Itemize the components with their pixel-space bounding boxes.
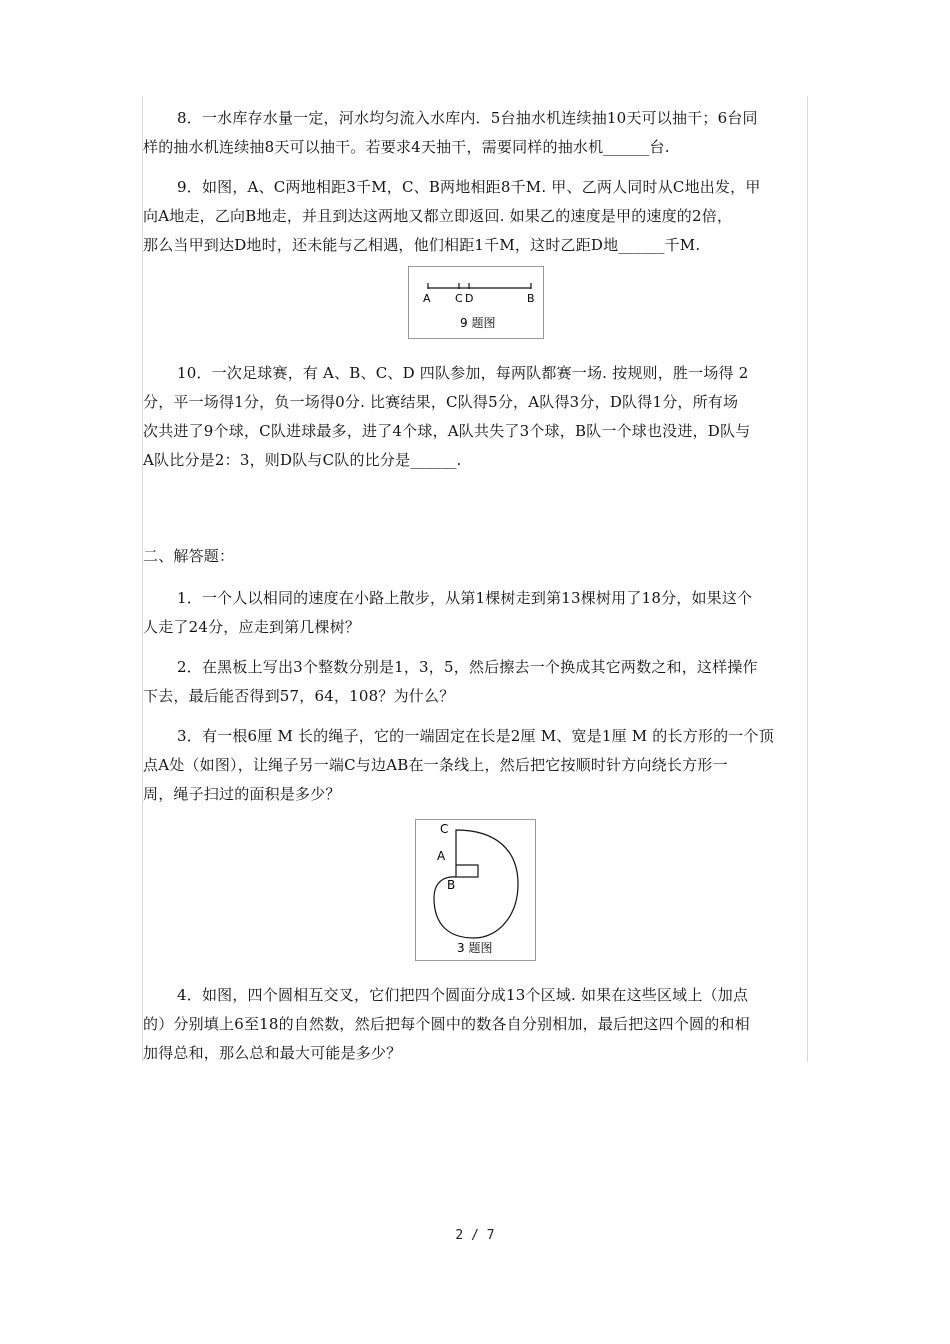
document-body (142, 96, 808, 1062)
problem-1-line-1: 1．一个人以相同的速度在小路上散步，从第1棵树走到第13棵树用了18分，如果这个 (177, 589, 753, 607)
figure-9-diagram (409, 267, 543, 338)
question-10-line-4-token: 队 (154, 451, 170, 469)
problem-4-line-3: 加得总和，那么总和最大可能是多少？ (143, 1044, 402, 1062)
question-10-line-4-token: ， (249, 451, 265, 469)
problem-3 (143, 722, 809, 809)
question-10-line-4-token: 3 (239, 451, 250, 469)
figure-3-caption: 3 题图 (457, 941, 493, 955)
figure-9-label-b: B (527, 292, 535, 305)
question-10-line-4-token: 队 (334, 451, 350, 469)
question-10-line-4-token: A (143, 451, 155, 469)
question-10 (143, 359, 809, 475)
figure-3-diagram (416, 820, 535, 960)
question-10-line-4-token: 比 (169, 451, 185, 469)
question-10-line-2: 分，平一场得1分，负一场得0分. 比赛结果，C队得5分，A队得3分，D队得1分，所有场 (143, 393, 739, 411)
question-9-line-3: 那么当甲到达D地时，还未能与乙相遇，他们相距1千M，这时乙距D地______千M. (143, 236, 701, 254)
question-10-line-4-token: _ (418, 451, 426, 469)
question-10-line-4-token: 分 (379, 451, 396, 469)
question-10-line-4-token: _ (425, 451, 434, 469)
problem-3-line-1: 3．有一根6厘 M 长的绳子，它的一端固定在长是2厘 M、宽是1厘 M 的长方形的一个顶 (177, 727, 774, 745)
problem-2-line-1: 2．在黑板上写出3个整数分别是1，3，5，然后擦去一个换成其它两数之和，这样操作 (177, 658, 758, 676)
section-2-heading (143, 542, 809, 571)
question-10-line-4-token: 则 (264, 451, 280, 469)
question-9-line-1: 9．如图，A、C两地相距3千M，C、B两地相距8千M. 甲、乙两人同时从C地出发，甲 (177, 178, 761, 196)
problem-2-line-2: 下去，最后能否得到57，64，108？为什么？ (143, 687, 455, 705)
question-10-line-4-token: . (456, 451, 462, 469)
problem-4-line-1: 4．如图，四个圆相互交叉，它们把四个圆面分成13个区域. 如果在这些区域上（加点 (177, 986, 749, 1004)
problem-3-line-3: 周，绳子扫过的面积是多少？ (143, 785, 341, 803)
question-10-line-4-token: D (279, 451, 293, 469)
figure-9 (408, 266, 544, 339)
question-10-line-1: 10．一次足球赛，有 A、B、C、D 四队参加，每两队都赛一场. 按规则，胜一场得 2 (177, 364, 749, 382)
question-8 (143, 104, 809, 162)
figure-3 (415, 819, 536, 961)
question-10-line-4-token: 分 (184, 451, 200, 469)
question-10-line-4-token: _ (441, 451, 449, 469)
figure-3-label-a: A (437, 849, 446, 863)
problem-3-line-2: 点A处（如图），让绳子另一端C与边AB在一条线上，然后把它按顺时针方向绕长方形一 (143, 756, 728, 774)
page-number: 2 / 7 (455, 1228, 495, 1243)
question-10-line-4-token: _ (410, 451, 419, 469)
problem-2 (143, 653, 809, 711)
figure-9-label-d: D (465, 292, 474, 305)
question-10-line-4-token: 的 (349, 451, 365, 469)
question-9-line-2: 向A地走，乙向B地走，并且到达这两地又都立即返回. 如果乙的速度是甲的速度的2倍， (143, 207, 733, 225)
question-10-line-4-token: 比 (364, 451, 380, 469)
question-10-line-4-token: _ (448, 451, 457, 469)
figure-9-label-a: A (423, 292, 431, 305)
question-10-line-4-token: 2 (214, 451, 225, 469)
figure-3-label-c: C (440, 822, 449, 836)
section-2-title: 二、解答题： (143, 547, 235, 565)
problem-4 (143, 981, 809, 1068)
question-10-line-3: 次共进了9个球，C队进球最多，进了4个球，A队共失了3个球，B队一个球也没进，D队与 (143, 422, 751, 440)
question-8-line-1: 8．一水库存水量一定，河水均匀流入水库内．5台抽水机连续抽10天可以抽干；6台同 (177, 109, 758, 127)
question-10-line-4-token: 队 (292, 451, 308, 469)
question-10-line-4-token: C (322, 451, 335, 469)
figure-3-label-b: B (447, 878, 456, 892)
question-10-line-4-token: _ (433, 451, 442, 469)
question-10-line-4 (143, 446, 809, 475)
question-10-line-4-token: ： (224, 451, 240, 469)
question-10-line-4-token: 与 (307, 451, 323, 469)
problem-4-line-2: 的）分别填上6至18的自然数，然后把每个圆中的数各自分别相加，最后把这四个圆的和相 (143, 1015, 750, 1033)
question-10-line-4-token: 是 (395, 451, 411, 469)
figure-9-label-c: C (455, 292, 463, 305)
problem-1 (143, 584, 809, 642)
question-10-line-4-token: 是 (199, 451, 215, 469)
question-9 (143, 173, 809, 260)
question-8-line-2: 样的抽水机连续抽8天可以抽干。若要求4天抽干，需要同样的抽水机______台. (143, 138, 670, 156)
figure-9-caption: 9 题图 (460, 316, 496, 330)
problem-1-line-2: 人走了24分，应走到第几棵树？ (143, 618, 361, 636)
